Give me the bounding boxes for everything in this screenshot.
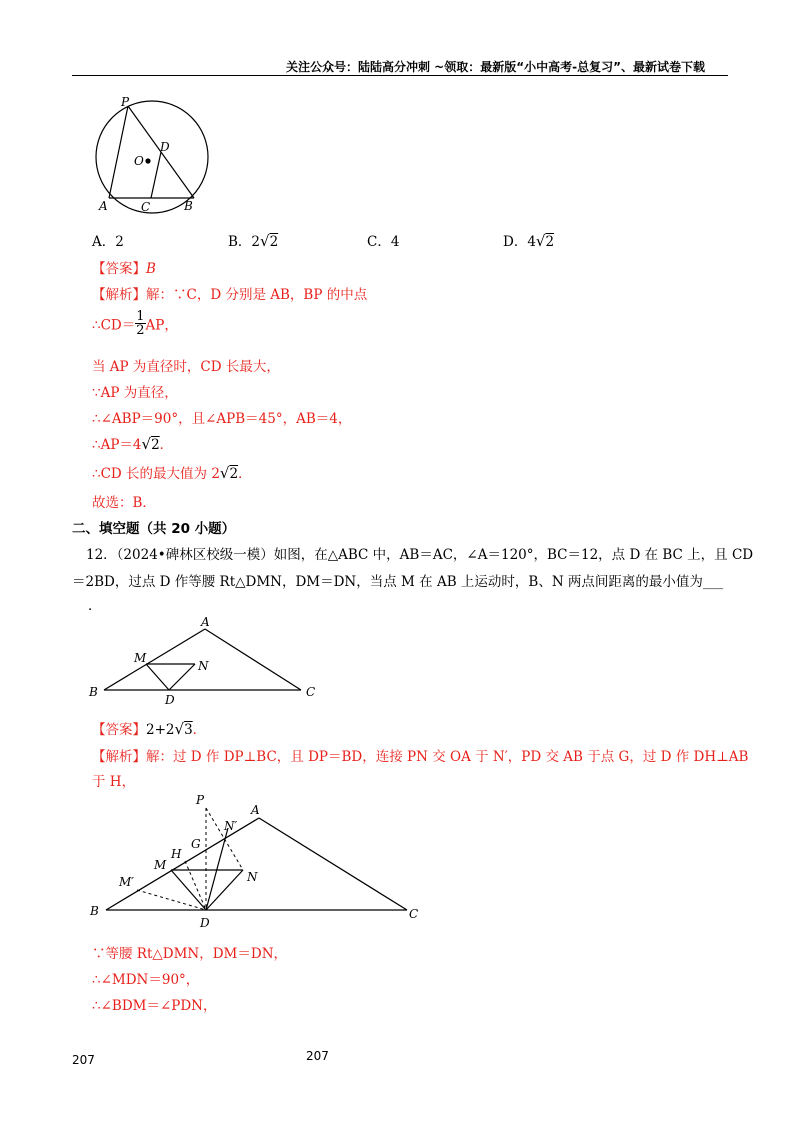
- fig2-label-b: B: [90, 904, 99, 918]
- fig2-side-md: [171, 870, 206, 910]
- fig2-label-g: G: [191, 837, 201, 851]
- q11-label-o: O: [134, 154, 144, 168]
- q12-side-ac: [205, 629, 301, 690]
- q12-label-c: C: [306, 685, 316, 699]
- fig2-label-n-prime: N′: [224, 819, 238, 833]
- fig2-label-m-prime: M′: [119, 875, 135, 889]
- q11-option-d: D．4√2: [503, 232, 555, 250]
- q11-label-b: B: [184, 199, 193, 213]
- page-header: 关注公众号：陆陆高分冲刺 ~领取：最新版“小中高考-总复习”、最新试卷下载: [286, 60, 705, 74]
- q11-circle-figure: [88, 95, 216, 215]
- q12-label-b: B: [89, 685, 98, 699]
- fig2-label-d: D: [200, 916, 210, 930]
- q11-label-p: P: [121, 95, 130, 109]
- q12-step-1: ∵等腰 Rt△DMN，DM＝DN，: [92, 946, 288, 962]
- fig2-dashed-hd: [185, 861, 206, 910]
- q11-segment-pa: [109, 106, 128, 198]
- q12-step-3: ∴∠BDM＝∠PDN，: [92, 998, 217, 1014]
- page-number-left: 207: [72, 1053, 95, 1067]
- section-title: 二、填空题（共 20 小题）: [72, 521, 236, 537]
- q11-option-c: C．4: [367, 234, 400, 250]
- q11-answer: 【答案】B: [92, 261, 156, 277]
- fig2-label-a: A: [251, 803, 260, 817]
- fig2-label-n: N: [247, 870, 258, 884]
- q12-analysis-line1: 【解析】解：过 D 作 DP⊥BC，且 DP＝BD，连接 PN 交 OA 于 N′，PD 交 AB 于点 G，过 D 作 DH⊥AB: [92, 749, 749, 765]
- q12-stem-line3: ．: [88, 598, 102, 614]
- q12-triangle-figure: [85, 612, 325, 708]
- q11-analysis-line1: 【解析】解：∵C，D 分别是 AB，BP 的中点: [92, 287, 368, 303]
- q11-label-d: D: [160, 140, 170, 154]
- q11-option-a: A．2: [92, 234, 124, 250]
- header-rule: [72, 75, 728, 76]
- fig2-label-p: P: [196, 793, 205, 807]
- q12-side-nd: [169, 664, 195, 690]
- q12-side-md: [146, 664, 169, 690]
- q11-analysis-line6: ∴AP＝4√2．: [92, 435, 174, 453]
- page-number-center: 207: [306, 1049, 329, 1063]
- fig2-label-c: C: [409, 907, 419, 921]
- fig2-side-ac: [259, 818, 407, 910]
- fig2-label-m: M: [154, 858, 167, 872]
- fig2-dashed-pn: [206, 808, 243, 870]
- q11-analysis-line8: 故选：B．: [92, 495, 156, 511]
- q12-stem-line2: ＝2BD，过点 D 作等腰 Rt△DMN，DM＝DN，当点 M 在 AB 上运动时，B、N 两点间距离的最小值为___: [72, 574, 724, 590]
- q12-label-a: A: [201, 615, 210, 629]
- q12-label-d: D: [165, 693, 175, 707]
- q12-analysis-line2: 于 H，: [92, 774, 136, 790]
- q12-stem-line1: 12．（2024•碑林区校级一模）如图，在△ABC 中，AB＝AC，∠A＝120°，BC＝12，点 D 在 BC 上，且 CD: [86, 547, 754, 563]
- q11-segment-cd: [151, 152, 161, 198]
- q11-option-b: B．2√2: [228, 232, 279, 250]
- q12-label-m: M: [134, 651, 147, 665]
- fig2-dashed-m-prime-d: [137, 890, 206, 910]
- fig2-label-h: H: [171, 847, 182, 861]
- q12-label-n: N: [198, 659, 209, 673]
- q11-fraction: $\frac{1}{2}$: [136, 309, 145, 338]
- q11-analysis-line2: ∴CD＝ $\frac{1}{2}$ AP，: [92, 309, 178, 338]
- q12-analysis-figure: [85, 790, 425, 930]
- q11-analysis-line4: ∵AP 为直径，: [92, 385, 178, 401]
- q11-center-dot: [145, 158, 150, 163]
- q12-step-2: ∴∠MDN＝90°，: [92, 972, 200, 988]
- q11-label-c: C: [141, 200, 151, 214]
- q12-side-ab: [104, 629, 205, 690]
- q11-label-a: A: [99, 199, 108, 213]
- q11-analysis-line3: 当 AP 为直径时，CD 长最大，: [92, 359, 280, 375]
- q11-analysis-line5: ∴∠ABP＝90°，且∠APB＝45°，AB＝4，: [92, 411, 352, 427]
- q12-answer: 【答案】2+2√3．: [92, 720, 207, 738]
- q11-analysis-line7: ∴CD 长的最大值为 2√2．: [92, 464, 252, 482]
